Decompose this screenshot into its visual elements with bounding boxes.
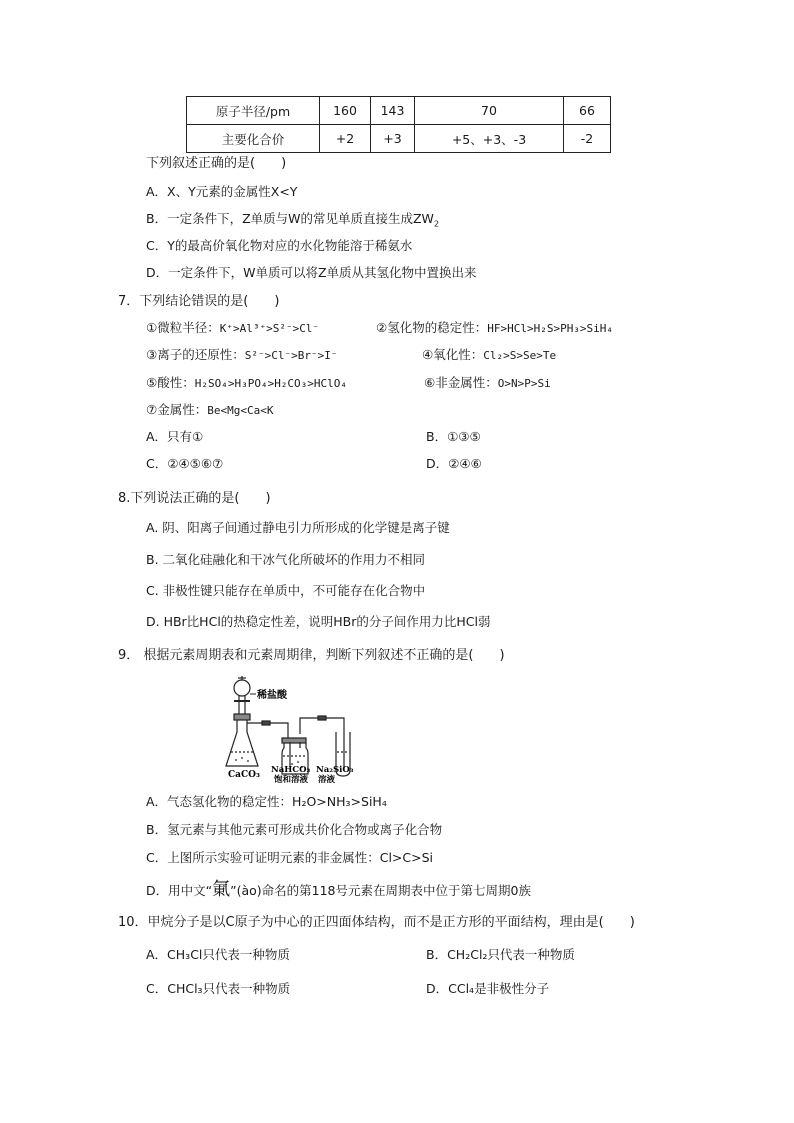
q7-s6-body: O>N>P>Si [497,377,551,390]
q7-option-b: B．①③⑤ [426,429,481,444]
funnel-bulb [234,680,250,696]
table-cell: 143 [371,97,415,125]
table-cell: 66 [564,97,611,125]
q7-s3-label: ③离子的还原性： [146,347,245,362]
q8-option-c: C. 非极性键只能存在单质中，不可能存在化合物中 [146,583,426,598]
q7-s5-label: ⑤酸性： [146,375,195,390]
q7-statement-1 [146,318,319,336]
q7-statement-3 [146,345,337,363]
q7-s4-label: ④氧化性： [422,347,484,362]
table-row [187,97,611,125]
q8-option-a: A. 阴、阳离子间通过静电引力所形成的化学键是离子键 [146,520,450,535]
label-nahco3: NaHCO₃ [271,765,311,775]
q9-option-b: B．氢元素与其他元素可形成共价化合物或离子化合物 [146,822,443,837]
q7-statement-6 [424,373,551,391]
q6-option-c: C．Y的最高价氧化物对应的水化物能溶于稀氨水 [146,238,413,253]
q8-option-d: D. HBr比HCl的热稳定性差，说明HBr的分子间作用力比HCl弱 [146,614,491,629]
q7-statement-2 [376,318,613,336]
table-cell: +5、+3、-3 [415,125,564,153]
q7-option-a: A．只有① [146,429,204,444]
q7-s6-label: ⑥非金属性： [424,375,498,390]
q10-option-c: C．CHCl₃只代表一种物质 [146,981,291,996]
table-row [187,125,611,153]
q6-option-b [146,209,439,227]
q9-d-pre: D．用中文“ [146,883,213,898]
q7-s1-body: K⁺>Al³⁺>S²⁻>Cl⁻ [219,322,320,335]
q9-stem: 9． 根据元素周期表和元素周期律，判断下列叙述不正确的是( ) [118,648,505,663]
table-cell: 70 [415,97,564,125]
q10-option-b: B．CH₂Cl₂只代表一种物质 [426,947,575,962]
q9-option-c: C．上图所示实验可证明元素的非金属性：Cl>C>Si [146,850,434,865]
label-saturated-solution: 饱和溶液 [274,775,309,784]
label-dilute-hcl: 稀盐酸 [257,690,287,701]
q8-option-b: B. 二氧化硅融化和干冰气化所破坏的作用力不相同 [146,552,426,567]
q6-option-d: D．一定条件下，W单质可以将Z单质从其氢化物中置换出来 [146,265,477,280]
element-property-table [186,96,611,153]
q7-statement-7 [146,400,273,418]
q10-stem: 10．甲烷分子是以C原子为中心的正四面体结构，而不是正方形的平面结构，理由是( ) [118,915,635,930]
q9-d-char: 氭 [212,879,231,900]
q6-option-b-text: B．一定条件下，Z单质与W的常见单质直接生成ZW [146,211,434,226]
table-cell: +3 [371,125,415,153]
q7-s7-label: ⑦金属性： [146,402,208,417]
q7-s5-body: H₂SO₄>H₃PO₄>H₂CO₃>HClO₄ [194,377,348,390]
q8-stem: 8.下列说法正确的是( ) [118,491,271,506]
delivery-tube-2 [300,718,344,770]
q10-option-a: A．CH₃Cl只代表一种物质 [146,947,290,962]
q7-s2-label: ②氢化物的稳定性： [376,320,488,335]
label-caco3: CaCO₃ [228,770,260,780]
label-na2sio3: Na₂SiO₃ [316,765,354,775]
q7-option-c: C．②④⑤⑥⑦ [146,456,224,471]
table-cell: +2 [320,125,371,153]
table-cell: -2 [564,125,611,153]
conical-flask [226,720,258,766]
q7-stem: 7．下列结论错误的是( ) [118,294,280,309]
table-cell: 160 [320,97,371,125]
experiment-apparatus-diagram [222,674,382,784]
q7-option-d: D．②④⑥ [426,456,482,471]
q9-option-d [146,875,531,901]
table-cell: 原子半径/pm [187,97,320,125]
q7-s2-body: HF>HCl>H₂S>PH₃>SiH₄ [487,322,614,335]
q9-option-a: A．气态氢化物的稳定性：H₂O>NH₃>SiH₄ [146,794,387,809]
q7-s3-body: S²⁻>Cl⁻>Br⁻>I⁻ [244,349,338,362]
q7-s7-body: Be<Mg<Ca<K [207,404,274,417]
label-solution: 溶液 [318,775,336,784]
table-cell: 主要化合价 [187,125,320,153]
q6-stem: 下列叙述正确的是( ) [146,156,287,171]
q9-d-post: ”(ào)命名的第118号元素在周期表中位于第七周期0族 [230,883,531,898]
q7-s1-label: ①微粒半径： [146,320,220,335]
q6-option-a: A．X、Y元素的金属性X<Y [146,184,298,199]
q6-option-b-sub: 2 [433,219,440,229]
q7-statement-5 [146,373,347,391]
q7-statement-4 [422,345,556,363]
q10-option-d: D．CCl₄是非极性分子 [426,981,550,996]
q7-s4-body: Cl₂>S>Se>Te [483,349,557,362]
